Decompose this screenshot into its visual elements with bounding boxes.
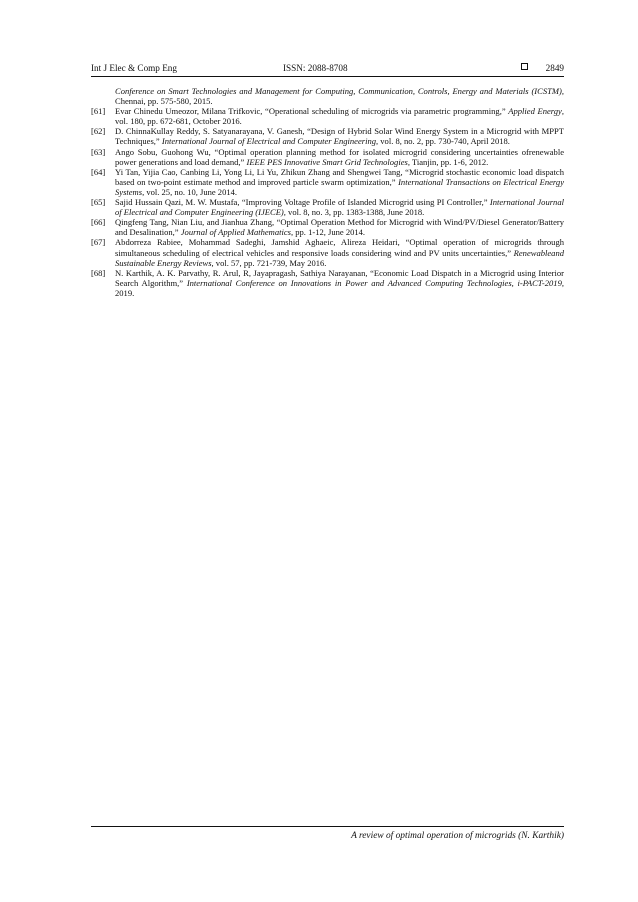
footer-rule	[91, 826, 564, 827]
reference-number: [68]	[91, 267, 106, 278]
reference-authors-title: Qingfeng Tang, Nian Liu, and Jianhua Zhang, “Optimal Operation Method for Microgrid with Wind/PV/Diesel Generator/Battery and Desalination,”	[115, 217, 564, 238]
reference-item	[91, 126, 564, 146]
reference-number: [63]	[91, 146, 106, 157]
reference-authors-title: Sajid Hussain Qazi, M. W. Mustafa, “Improving Voltage Profile of Islanded Microgrid using PI Controller,”	[115, 197, 490, 208]
reference-venue: Conference on Smart Technologies and Management for Computing, Communication, Controls, Energy and Materials (ICSTM)	[115, 86, 562, 96]
reference-venue: International Transactions on Electrical Energy Systems	[115, 176, 564, 197]
reference-details: , vol. 25, no. 10, June 2014.	[142, 186, 238, 197]
reference-item	[91, 106, 564, 126]
reference-venue: Renewableand Sustainable Energy Reviews	[115, 247, 564, 268]
reference-number: [64]	[91, 166, 106, 177]
square-outline-icon	[521, 63, 528, 70]
reference-details: , Tianjin, pp. 1-6, 2012.	[407, 156, 489, 167]
reference-venue: IEEE PES Innovative Smart Grid Technologies	[246, 156, 408, 167]
reference-number: [62]	[91, 126, 106, 137]
reference-item	[91, 217, 564, 237]
reference-number: [61]	[91, 106, 106, 117]
reference-item	[91, 147, 564, 167]
reference-details: , pp. 1-12, June 2014.	[290, 227, 366, 238]
reference-venue: International Conference on Innovations in Power and Advanced Computing Technologies, i-PACT-2019	[186, 277, 562, 288]
reference-authors-title: Ango Sobu, Guohong Wu, “Optimal operation planning method for isolated microgrid considering uncertainties ofrenewable power generations and load demand,”	[115, 146, 564, 167]
reference-authors-title: D. ChinnaKullay Reddy, S. Satyanarayana, V. Ganesh, “Design of Hybrid Solar Wind Energy System in a Microgrid with MPPT Techniques,”	[115, 126, 564, 147]
reference-authors-title: Yi Tan, Yijia Cao, Canbing Li, Yong Li, Li Yu, Zhikun Zhang and Shengwei Tang, “Microgrid stochastic economic load dispatch based on two-point estimate method and improved particle swarm optimization,”	[115, 166, 564, 187]
reference-details: , vol. 8, no. 3, pp. 1383-1388, June 2018.	[283, 207, 425, 218]
page-header	[91, 62, 564, 76]
reference-details: , vol. 180, pp. 672-681, October 2016.	[115, 106, 564, 127]
reference-item	[91, 268, 564, 298]
reference-authors-title: Abdorreza Rabiee, Mohammad Sadeghi, Jamshid Aghaeic, Alireza Heidari, “Optimal operation of microgrids through simultaneous scheduling of electrical vehicles and responsive loads considering wind and PV units uncertainties,”	[115, 237, 564, 258]
reference-venue: International Journal of Electrical and Computer Engineering (IJECE)	[115, 197, 564, 218]
reference-authors-title: Evar Chinedu Umeozor, Milana Trifkovic, “Operational scheduling of microgrids via parametric programming,”	[115, 106, 509, 117]
reference-item	[91, 167, 564, 197]
reference-item	[91, 237, 564, 267]
reference-number: [66]	[91, 217, 106, 228]
reference-venue: International Journal of Electrical and Computer Engineering	[161, 136, 376, 147]
reference-venue: Applied Energy	[508, 106, 562, 117]
reference-venue: Journal of Applied Mathematics	[180, 227, 291, 238]
issn: ISSN: 2088-8708	[283, 63, 348, 73]
reference-details: , Chennai, pp. 575-580, 2015.	[115, 86, 564, 107]
journal-name: Int J Elec & Comp Eng	[91, 63, 177, 73]
reference-number: [67]	[91, 237, 106, 248]
reference-number: [65]	[91, 197, 106, 208]
reference-list	[91, 86, 564, 298]
reference-details: , 2019.	[115, 277, 564, 298]
page-number: 2849	[545, 63, 564, 73]
reference-item	[91, 197, 564, 217]
reference-continuation	[91, 86, 564, 106]
header-rule	[91, 76, 564, 77]
running-title: A review of optimal operation of microgrids (N. Karthik)	[351, 831, 564, 841]
reference-details: , vol. 57, pp. 721-739, May 2016.	[211, 257, 327, 268]
reference-authors-title: N. Karthik, A. K. Parvathy, R. Arul, R, Jayapragash, Sathiya Narayanan, “Economic Load Dispatch in a Microgrid using Interior Search Algorithm,”	[115, 267, 564, 288]
reference-details: , vol. 8, no. 2, pp. 730-740, April 2018.	[376, 136, 510, 147]
